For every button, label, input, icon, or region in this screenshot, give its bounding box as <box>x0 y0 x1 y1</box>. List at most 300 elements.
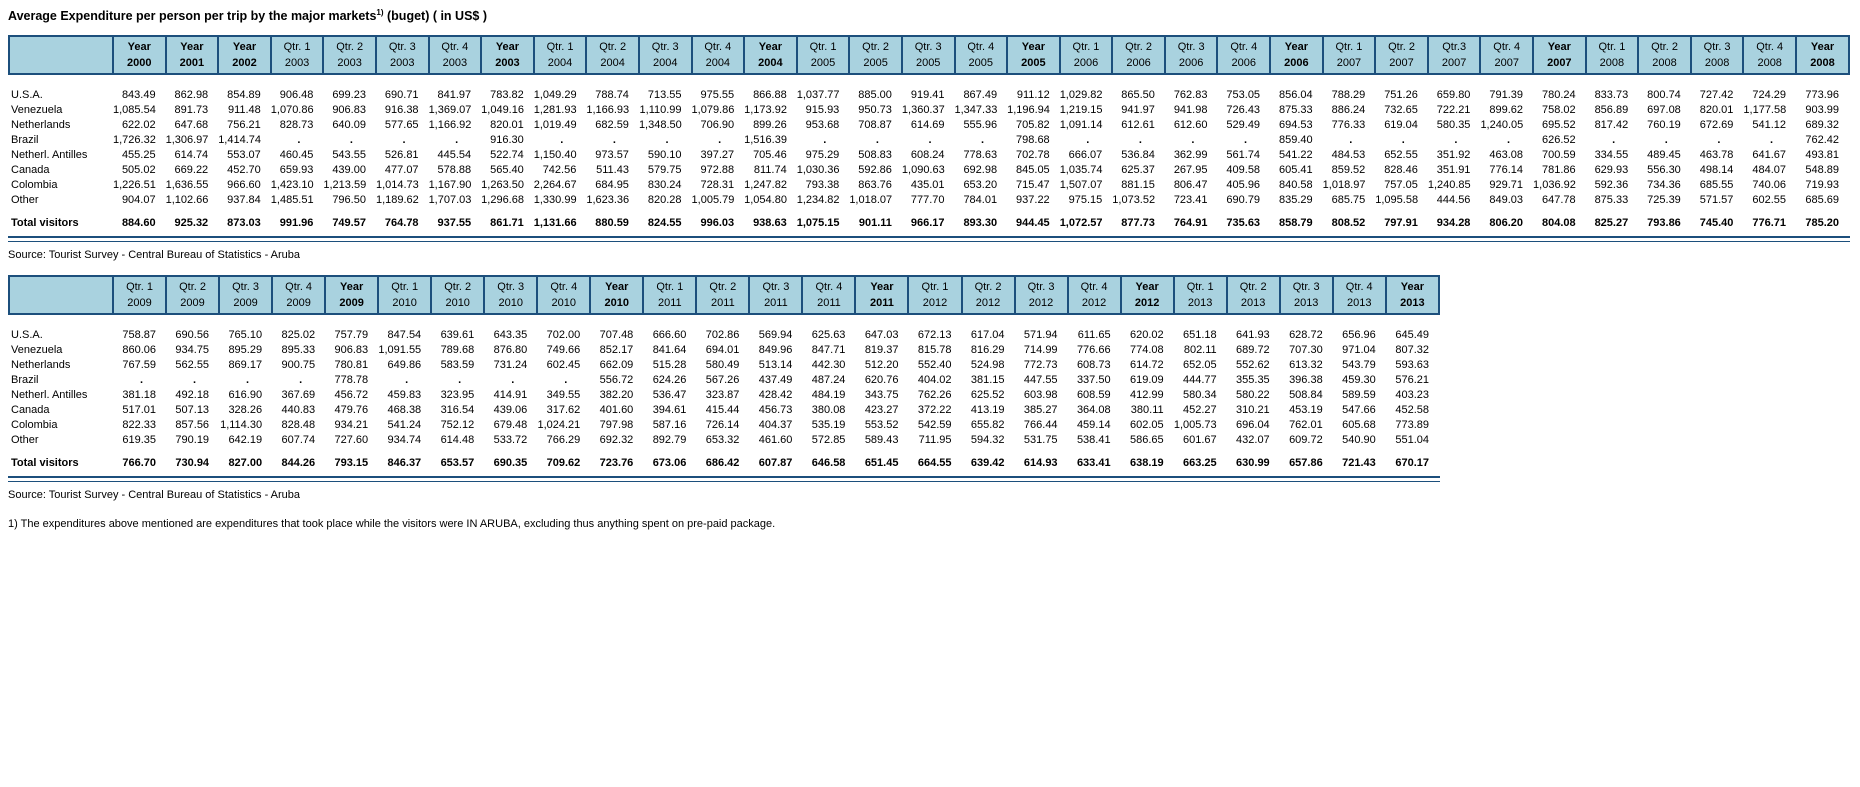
value-cell: 489.45 <box>1647 148 1681 161</box>
value-cell: 776.14 <box>1489 163 1524 176</box>
column-header: Qtr. 2 2012 <box>962 276 1015 314</box>
value-cell: 919.41 <box>910 88 945 101</box>
title-footnote-marker: 1) <box>376 8 384 17</box>
value-cell: 773.89 <box>1395 418 1429 431</box>
header-corner-cell <box>9 36 113 74</box>
value-cell: 689.32 <box>1805 118 1839 131</box>
value-cell: 828.48 <box>281 418 316 431</box>
missing-value-cell: . <box>1769 133 1773 146</box>
value-cell: 612.60 <box>1173 118 1208 131</box>
value-cell: 576.21 <box>1395 373 1429 386</box>
value-cell: 579.75 <box>647 163 682 176</box>
missing-value-cell: . <box>1349 133 1353 146</box>
value-cell: 659.93 <box>279 163 314 176</box>
value-cell: 937.55 <box>437 216 472 229</box>
page-title-suffix: (buget) ( in US$ ) <box>383 9 487 24</box>
column-header: Qtr. 4 2009 <box>272 276 325 314</box>
source-line: Source: Tourist Survey - Central Bureau of Statistics - Aruba <box>8 249 301 262</box>
value-cell: 541.24 <box>387 418 422 431</box>
value-cell: 439.00 <box>332 163 366 176</box>
value-cell: 866.88 <box>753 88 787 101</box>
value-cell: 602.05 <box>1129 418 1164 431</box>
column-header: Qtr. 2 2005 <box>849 36 902 74</box>
value-cell: 772.73 <box>1023 358 1058 371</box>
value-cell: 562.55 <box>175 358 210 371</box>
value-cell: 937.22 <box>1016 193 1050 206</box>
row-label: Venezuela <box>11 103 63 116</box>
value-cell: 713.55 <box>647 88 682 101</box>
value-cell: 439.06 <box>493 403 528 416</box>
missing-value-cell: . <box>511 373 515 386</box>
column-header: Year 2005 <box>1007 36 1060 74</box>
value-cell: 484.19 <box>811 388 846 401</box>
missing-value-cell: . <box>455 133 459 146</box>
value-cell: 515.28 <box>652 358 687 371</box>
column-header: Qtr. 3 2004 <box>639 36 692 74</box>
missing-value-cell: . <box>349 133 353 146</box>
value-cell: 561.74 <box>1226 148 1261 161</box>
value-cell: 452.27 <box>1183 403 1217 416</box>
value-cell: 1,240.85 <box>1427 178 1471 191</box>
value-cell: 580.22 <box>1236 388 1270 401</box>
value-cell: 380.08 <box>811 403 846 416</box>
column-header: Qtr. 4 2006 <box>1217 36 1270 74</box>
value-cell: 444.77 <box>1183 373 1217 386</box>
value-cell: 367.69 <box>281 388 316 401</box>
value-cell: 484.07 <box>1752 163 1786 176</box>
value-cell: 629.93 <box>1594 163 1629 176</box>
source-line: Source: Tourist Survey - Central Bureau of Statistics - Aruba <box>8 489 301 502</box>
value-cell: 616.90 <box>228 388 263 401</box>
value-cell: 891.73 <box>174 103 209 116</box>
value-cell: 723.76 <box>599 456 634 469</box>
value-cell: 861.71 <box>490 216 524 229</box>
value-cell: 916.30 <box>490 133 524 146</box>
value-cell: 404.02 <box>917 373 952 386</box>
value-cell: 611.65 <box>1077 328 1111 341</box>
value-cell: 758.02 <box>1541 103 1576 116</box>
value-cell: 565.40 <box>490 163 524 176</box>
page-title-text: Average Expenditure per person per trip by the major markets <box>8 9 377 24</box>
value-cell: 541.12 <box>1752 118 1786 131</box>
value-cell: 911.48 <box>227 103 261 116</box>
value-cell: 835.29 <box>1279 193 1313 206</box>
value-cell: 630.99 <box>1236 456 1270 469</box>
value-cell: 806.20 <box>1489 216 1524 229</box>
value-cell: 607.74 <box>281 433 316 446</box>
value-cell: 941.97 <box>1121 103 1155 116</box>
value-cell: 536.47 <box>652 388 687 401</box>
missing-value-cell: . <box>718 133 722 146</box>
missing-value-cell: . <box>612 133 616 146</box>
value-cell: 797.98 <box>599 418 634 431</box>
value-cell: 808.52 <box>1331 216 1366 229</box>
value-cell: 1,110.99 <box>639 103 682 116</box>
value-cell: 1,079.86 <box>691 103 735 116</box>
missing-value-cell: . <box>1401 133 1405 146</box>
expenditure-table-2009-2013-section <box>8 275 1860 501</box>
value-cell: 625.63 <box>811 328 846 341</box>
table-row <box>9 192 1849 207</box>
value-cell: 1,234.82 <box>796 193 840 206</box>
value-cell: 542.59 <box>917 418 952 431</box>
value-cell: 328.26 <box>228 403 263 416</box>
value-cell: 817.42 <box>1594 118 1629 131</box>
value-cell: 619.09 <box>1129 373 1164 386</box>
value-cell: 381.15 <box>970 373 1005 386</box>
value-cell: 672.13 <box>917 328 952 341</box>
value-cell: 628.72 <box>1289 328 1323 341</box>
value-cell: 756.21 <box>227 118 261 131</box>
value-cell: 1,024.21 <box>537 418 581 431</box>
value-cell: 415.44 <box>705 403 740 416</box>
value-cell: 690.35 <box>493 456 528 469</box>
column-header: Year 2008 <box>1796 36 1849 74</box>
value-cell: 873.03 <box>227 216 261 229</box>
value-cell: 916.38 <box>384 103 419 116</box>
expenditure-table-2000-2008 <box>8 35 1850 231</box>
value-cell: 647.68 <box>174 118 209 131</box>
row-label: Other <box>11 193 39 206</box>
missing-value-cell: . <box>246 373 250 386</box>
missing-value-cell: . <box>1191 133 1195 146</box>
value-cell: 666.07 <box>1068 148 1103 161</box>
row-label: U.S.A. <box>11 328 43 341</box>
value-cell: 862.98 <box>174 88 209 101</box>
value-cell: 881.15 <box>1121 178 1155 191</box>
value-cell: 767.59 <box>122 358 157 371</box>
column-header: Qtr. 1 2006 <box>1060 36 1113 74</box>
value-cell: 937.84 <box>227 193 261 206</box>
value-cell: 435.01 <box>910 178 945 191</box>
value-cell: 690.71 <box>384 88 419 101</box>
value-cell: 1,707.03 <box>428 193 472 206</box>
value-cell: 633.41 <box>1076 456 1111 469</box>
value-cell: 583.59 <box>440 358 475 371</box>
column-header: Qtr. 3 2010 <box>484 276 537 314</box>
value-cell: 638.19 <box>1129 456 1164 469</box>
value-cell: 507.13 <box>175 403 210 416</box>
value-cell: 791.39 <box>1489 88 1524 101</box>
value-cell: 854.89 <box>227 88 261 101</box>
value-cell: 892.79 <box>652 433 687 446</box>
value-cell: 828.73 <box>279 118 314 131</box>
value-cell: 899.62 <box>1489 103 1524 116</box>
value-cell: 578.88 <box>437 163 472 176</box>
value-cell: 798.68 <box>1016 133 1050 146</box>
missing-value-cell: . <box>1244 133 1248 146</box>
value-cell: 1,226.51 <box>113 178 156 191</box>
value-cell: 852.17 <box>599 343 634 356</box>
value-cell: 655.82 <box>970 418 1005 431</box>
value-cell: 766.70 <box>122 456 157 469</box>
value-cell: 903.99 <box>1805 103 1839 116</box>
value-cell: 639.42 <box>970 456 1005 469</box>
value-cell: 1,005.79 <box>691 193 735 206</box>
row-label: Total visitors <box>11 456 79 469</box>
column-header: Year 2006 <box>1270 36 1323 74</box>
value-cell: 1,014.73 <box>375 178 419 191</box>
value-cell: 685.75 <box>1331 193 1366 206</box>
value-cell: 653.20 <box>963 178 998 191</box>
value-cell: 758.87 <box>122 328 157 341</box>
column-header: Year 2003 <box>481 36 534 74</box>
missing-value-cell: . <box>564 373 568 386</box>
value-cell: 699.23 <box>332 88 366 101</box>
column-header: Qtr. 3 2003 <box>376 36 429 74</box>
missing-value-cell: . <box>458 373 462 386</box>
value-cell: 793.15 <box>334 456 369 469</box>
value-cell: 323.87 <box>705 388 740 401</box>
value-cell: 659.80 <box>1436 88 1471 101</box>
value-cell: 700.59 <box>1541 148 1576 161</box>
value-cell: 749.66 <box>546 343 581 356</box>
value-cell: 689.72 <box>1236 343 1270 356</box>
column-header: Qtr. 1 2005 <box>797 36 850 74</box>
value-cell: 844.26 <box>281 456 316 469</box>
column-header: Year 2007 <box>1533 36 1586 74</box>
value-cell: 825.27 <box>1594 216 1629 229</box>
value-cell: 1,018.97 <box>1322 178 1366 191</box>
value-cell: 432.07 <box>1236 433 1270 446</box>
value-cell: 830.24 <box>647 178 682 191</box>
value-cell: 653.57 <box>440 456 475 469</box>
value-cell: 498.14 <box>1699 163 1734 176</box>
value-cell: 863.76 <box>858 178 892 191</box>
value-cell: 1,306.97 <box>165 133 209 146</box>
value-cell: 609.72 <box>1289 433 1323 446</box>
value-cell: 934.21 <box>334 418 369 431</box>
value-cell: 592.86 <box>858 163 892 176</box>
value-cell: 819.37 <box>864 343 899 356</box>
value-cell: 690.56 <box>175 328 210 341</box>
value-cell: 662.09 <box>599 358 634 371</box>
value-cell: 649.86 <box>387 358 422 371</box>
value-cell: 334.55 <box>1594 148 1629 161</box>
value-cell: 442.30 <box>811 358 846 371</box>
value-cell: 971.04 <box>1342 343 1376 356</box>
value-cell: 444.56 <box>1436 193 1471 206</box>
value-cell: 807.32 <box>1395 343 1429 356</box>
value-cell: 776.33 <box>1331 118 1366 131</box>
value-cell: 694.01 <box>705 343 740 356</box>
value-cell: 640.09 <box>332 118 366 131</box>
value-cell: 1,423.10 <box>270 178 314 191</box>
value-cell: 571.94 <box>1023 328 1058 341</box>
value-cell: 975.29 <box>805 148 840 161</box>
value-cell: 1,516.39 <box>744 133 787 146</box>
value-cell: 1,054.80 <box>744 193 787 206</box>
value-cell: 778.63 <box>963 148 998 161</box>
value-cell: 567.26 <box>705 373 740 386</box>
value-cell: 405.96 <box>1226 178 1261 191</box>
missing-value-cell: . <box>402 133 406 146</box>
value-cell: 414.91 <box>493 388 528 401</box>
value-cell: 966.17 <box>910 216 945 229</box>
value-cell: 1,296.68 <box>481 193 524 206</box>
value-cell: 639.61 <box>440 328 475 341</box>
column-header: Qtr. 2 2006 <box>1112 36 1165 74</box>
value-cell: 459.30 <box>1342 373 1376 386</box>
value-cell: 774.08 <box>1129 343 1164 356</box>
value-cell: 702.86 <box>705 328 740 341</box>
value-cell: 428.42 <box>758 388 793 401</box>
value-cell: 825.02 <box>281 328 316 341</box>
value-cell: 543.79 <box>1342 358 1376 371</box>
column-header: Year 2011 <box>855 276 908 314</box>
column-header: Qtr. 2 2010 <box>431 276 484 314</box>
value-cell: 996.03 <box>700 216 735 229</box>
value-cell: 869.17 <box>228 358 263 371</box>
value-cell: 724.29 <box>1752 88 1786 101</box>
value-cell: 1,018.07 <box>849 193 893 206</box>
column-header: Qtr. 3 2005 <box>902 36 955 74</box>
value-cell: 796.50 <box>332 193 366 206</box>
value-cell: 401.60 <box>599 403 634 416</box>
value-cell: 614.93 <box>1023 456 1058 469</box>
value-cell: 477.07 <box>384 163 419 176</box>
value-cell: 765.10 <box>228 328 263 341</box>
value-cell: 820.28 <box>647 193 682 206</box>
value-cell: 614.74 <box>174 148 209 161</box>
column-header: Qtr. 1 2011 <box>643 276 696 314</box>
value-cell: 856.04 <box>1279 88 1313 101</box>
value-cell: 880.59 <box>595 216 629 229</box>
column-header: Qtr. 4 2012 <box>1068 276 1121 314</box>
table-row <box>9 342 1439 357</box>
value-cell: 694.53 <box>1279 118 1313 131</box>
value-cell: 833.73 <box>1594 88 1629 101</box>
value-cell: 355.35 <box>1236 373 1270 386</box>
value-cell: 663.25 <box>1183 456 1217 469</box>
value-cell: 975.55 <box>700 88 735 101</box>
value-cell: 538.41 <box>1076 433 1111 446</box>
value-cell: 624.26 <box>652 373 687 386</box>
table-row <box>9 417 1439 432</box>
value-cell: 711.95 <box>918 433 952 446</box>
value-cell: 1,030.36 <box>796 163 840 176</box>
value-cell: 548.89 <box>1805 163 1839 176</box>
value-cell: 1,166.92 <box>428 118 472 131</box>
value-cell: 556.72 <box>599 373 634 386</box>
column-header: Qtr. 2 2011 <box>696 276 749 314</box>
header-row <box>9 36 1849 74</box>
value-cell: 601.67 <box>1183 433 1217 446</box>
value-cell: 594.32 <box>970 433 1005 446</box>
missing-value-cell: . <box>139 373 144 386</box>
value-cell: 487.24 <box>811 373 846 386</box>
value-cell: 938.63 <box>753 216 787 229</box>
value-cell: 643.35 <box>493 328 528 341</box>
value-cell: 1,263.50 <box>481 178 524 191</box>
value-cell: 647.78 <box>1541 193 1576 206</box>
column-header: Qtr.3 2007 <box>1428 36 1481 74</box>
value-cell: 493.81 <box>1805 148 1839 161</box>
value-cell: 841.64 <box>652 343 687 356</box>
value-cell: 517.01 <box>122 403 157 416</box>
value-cell: 592.36 <box>1594 178 1629 191</box>
value-cell: 753.05 <box>1226 88 1261 101</box>
value-cell: 586.65 <box>1129 433 1164 446</box>
value-cell: 666.60 <box>652 328 687 341</box>
value-cell: 730.94 <box>175 456 210 469</box>
value-cell: 593.63 <box>1395 358 1429 371</box>
value-cell: 580.34 <box>1183 388 1217 401</box>
page-title <box>8 8 1860 23</box>
value-cell: 1,095.58 <box>1375 193 1419 206</box>
row-label: Other <box>11 433 39 446</box>
value-cell: 323.95 <box>440 388 475 401</box>
value-cell: 1,507.07 <box>1059 178 1103 191</box>
value-cell: 685.69 <box>1805 193 1839 206</box>
value-cell: 1,075.15 <box>796 216 840 229</box>
value-cell: 647.03 <box>864 328 899 341</box>
column-header: Year 2010 <box>590 276 643 314</box>
column-header: Qtr. 4 2013 <box>1333 276 1386 314</box>
value-cell: 626.52 <box>1541 133 1576 146</box>
value-cell: 580.49 <box>705 358 740 371</box>
value-cell: 702.00 <box>546 328 581 341</box>
value-cell: 776.66 <box>1076 343 1111 356</box>
expenditure-table-2000-2008-section <box>8 35 1860 261</box>
value-cell: 709.62 <box>546 456 581 469</box>
value-cell: 886.24 <box>1331 103 1366 116</box>
value-cell: 708.87 <box>858 118 892 131</box>
value-cell: 657.86 <box>1289 456 1323 469</box>
missing-value-cell: . <box>1454 133 1458 146</box>
value-cell: 461.60 <box>758 433 793 446</box>
value-cell: 884.60 <box>121 216 156 229</box>
value-cell: 1,091.55 <box>378 343 422 356</box>
value-cell: 529.49 <box>1226 118 1261 131</box>
spacer-row <box>9 207 1849 214</box>
value-cell: 828.46 <box>1384 163 1418 176</box>
value-cell: 788.29 <box>1331 88 1366 101</box>
value-cell: 1,348.50 <box>638 118 682 131</box>
value-cell: 695.52 <box>1541 118 1576 131</box>
value-cell: 901.11 <box>858 216 892 229</box>
value-cell: 822.33 <box>122 418 157 431</box>
value-cell: 780.24 <box>1541 88 1576 101</box>
row-label: Netherl. Antilles <box>11 388 88 401</box>
value-cell: 543.55 <box>332 148 366 161</box>
value-cell: 816.29 <box>970 343 1005 356</box>
value-cell: 690.79 <box>1226 193 1261 206</box>
value-cell: 934.75 <box>175 343 210 356</box>
value-cell: 906.48 <box>279 88 314 101</box>
value-cell: 603.98 <box>1023 388 1058 401</box>
value-cell: 1,035.74 <box>1059 163 1103 176</box>
value-cell: 707.48 <box>599 328 634 341</box>
column-header: Qtr. 4 2004 <box>692 36 745 74</box>
value-cell: 511.43 <box>596 163 629 176</box>
table-bottom-double-rule <box>8 236 1850 242</box>
value-cell: 656.96 <box>1342 328 1376 341</box>
value-cell: 789.68 <box>440 343 475 356</box>
value-cell: 684.95 <box>595 178 629 191</box>
value-cell: 445.54 <box>437 148 472 161</box>
value-cell: 1,072.57 <box>1059 216 1103 229</box>
header-corner-cell <box>9 276 113 314</box>
value-cell: 1,029.82 <box>1059 88 1103 101</box>
table-row <box>9 357 1439 372</box>
value-cell: 856.89 <box>1594 103 1629 116</box>
table-bottom-double-rule <box>8 476 1440 482</box>
value-cell: 552.62 <box>1236 358 1270 371</box>
value-cell: 1,114.30 <box>220 418 263 431</box>
column-header: Qtr. 1 2013 <box>1174 276 1227 314</box>
value-cell: 727.60 <box>334 433 369 446</box>
